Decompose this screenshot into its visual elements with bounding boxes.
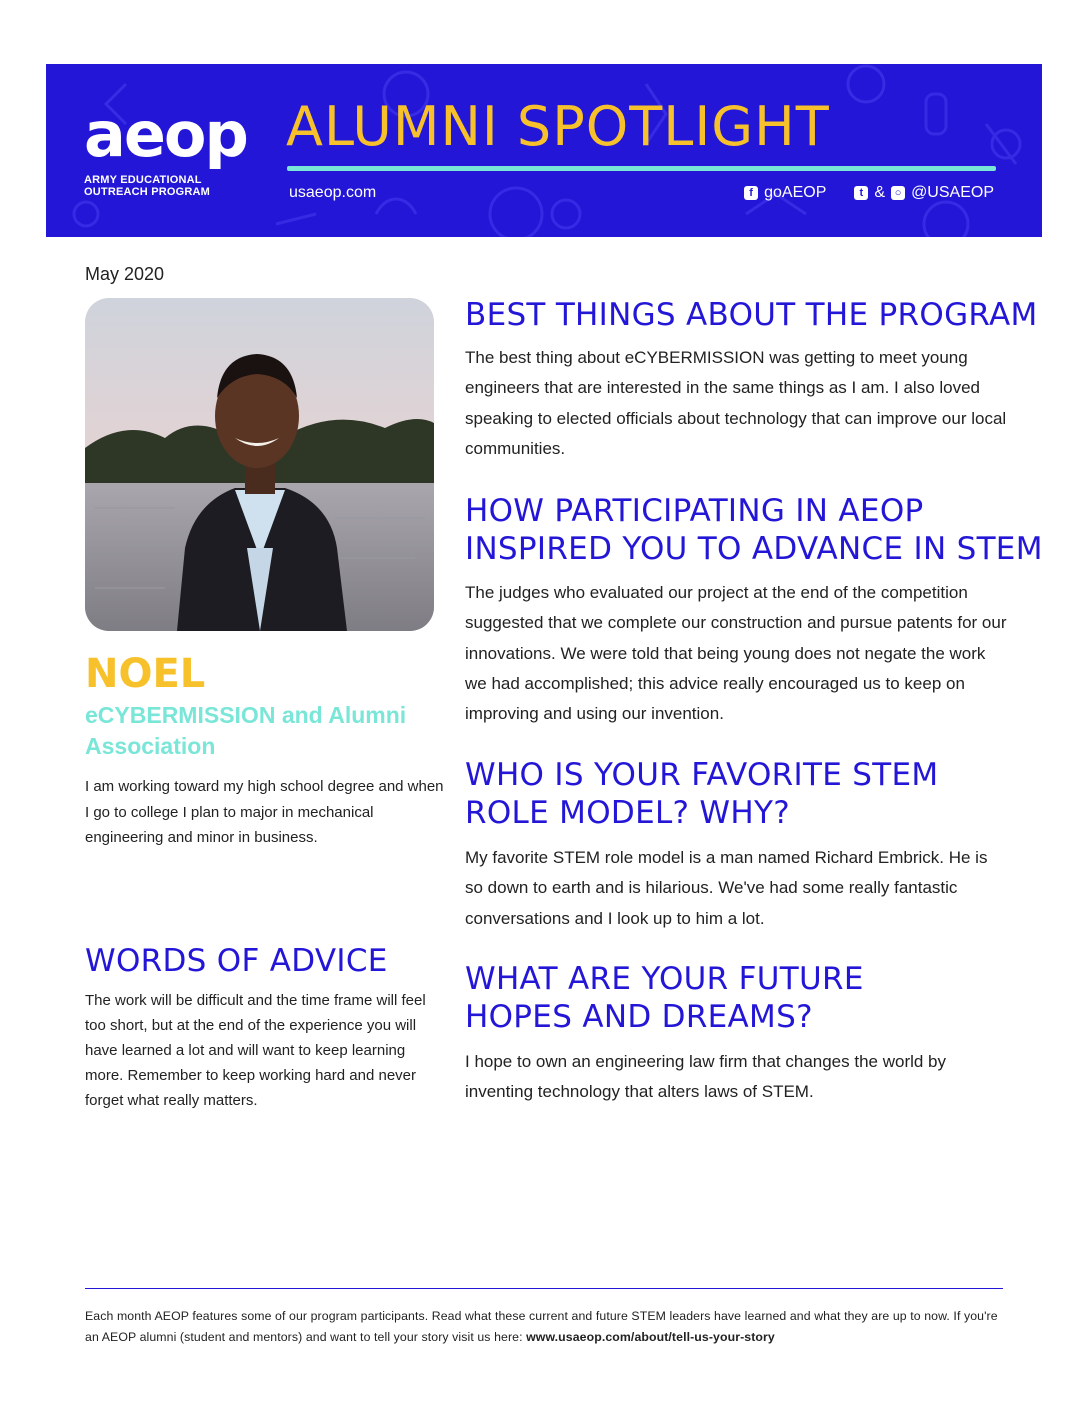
logo-subtitle-line2: OUTREACH PROGRAM <box>84 186 211 198</box>
section-heading-inspired <box>465 492 1043 568</box>
profile-photo <box>85 298 434 631</box>
section-heading-role-model <box>465 756 938 832</box>
aeop-logo[interactable] <box>82 100 262 210</box>
logo-subtitle <box>84 174 224 198</box>
issue-date: May 2020 <box>85 264 165 284</box>
title-underline <box>287 166 996 171</box>
footer-text: Each month AEOP features some of our program participants. Read what these current and future STEM leaders have learned and what they are up to now. If you're an AEOP alumni (student and mentors) and want to tell your story visit us here: <box>85 1309 998 1344</box>
heading-line: WHAT ARE YOUR FUTURE <box>465 961 864 997</box>
logo-wordmark: aeop <box>84 98 247 171</box>
facebook-icon[interactable]: f <box>744 186 758 200</box>
website-link[interactable]: usaeop.com <box>289 184 377 201</box>
section-body-future: I hope to own an engineering law firm that changes the world by inventing technology that alters laws of STEM. <box>465 1052 947 1102</box>
section-body-inspired: The judges who evaluated our project at the end of the competition suggested that we complete our construction and pursue patents for our innovations. We were told that being young does not negate the work we had accomplished; this advice really encouraged us to keep on improving and using our invention. <box>465 583 1007 724</box>
alumni-name: NOEL <box>85 651 206 697</box>
social-handle[interactable]: @USAEOP <box>911 184 994 201</box>
advice-heading: WORDS OF ADVICE <box>85 943 388 979</box>
social-joiner: & <box>874 184 886 201</box>
heading-line: HOW PARTICIPATING IN AEOP <box>465 493 924 529</box>
heading-line: HOPES AND DREAMS? <box>465 999 813 1035</box>
instagram-icon[interactable]: ○ <box>891 186 905 200</box>
header-banner <box>46 64 1042 237</box>
facebook-handle[interactable]: goAEOP <box>764 184 827 201</box>
logo-subtitle-line1: ARMY EDUCATIONAL <box>84 174 202 186</box>
alumni-program: eCYBERMISSION and Alumni Association <box>85 702 407 759</box>
advice-body: The work will be difficult and the time frame will feel too short, but at the end of the experience you will have learned a lot and will want to keep learning more. Remember to keep working hard and never forget what really matters. <box>85 992 426 1109</box>
alumni-bio: I am working toward my high school degree and when I go to college I plan to major in mechanical engineering and minor in business. <box>85 778 444 846</box>
footer-link[interactable]: www.usaeop.com/about/tell-us-your-story <box>526 1330 775 1344</box>
social-links <box>744 182 994 204</box>
page-title: ALUMNI SPOTLIGHT <box>286 95 830 158</box>
heading-line: WHO IS YOUR FAVORITE STEM <box>465 757 939 793</box>
section-heading-best-things: BEST THINGS ABOUT THE PROGRAM <box>465 297 1038 333</box>
footer-note <box>85 1306 1005 1348</box>
portrait-image <box>85 298 434 631</box>
footer-divider <box>85 1288 1003 1289</box>
section-body-role-model: My favorite STEM role model is a man named Richard Embrick. He is so down to earth and is hilarious. We've had some really fantastic conversations and I look up to him a lot. <box>465 848 988 928</box>
heading-line: ROLE MODEL? WHY? <box>465 795 790 831</box>
heading-line: INSPIRED YOU TO ADVANCE IN STEM <box>465 531 1043 567</box>
twitter-icon[interactable]: t <box>854 186 868 200</box>
section-heading-future <box>465 960 864 1036</box>
section-body-best-things: The best thing about eCYBERMISSION was getting to meet young engineers that are interested in the same things as I am. I also loved speaking to elected officials about technology that can improve our local communities. <box>465 348 1007 458</box>
